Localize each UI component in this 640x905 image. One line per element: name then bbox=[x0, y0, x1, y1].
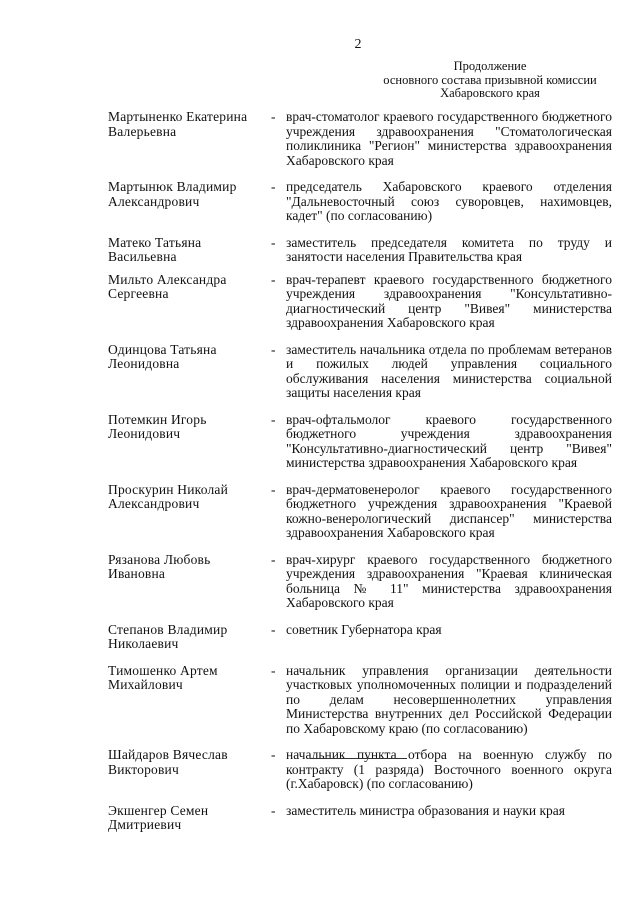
member-entry bbox=[108, 413, 612, 471]
member-dash: - bbox=[271, 621, 276, 637]
end-divider-line bbox=[310, 758, 407, 759]
member-dash: - bbox=[271, 747, 276, 762]
member-position: начальник управления организации деятельности участковых уполномоченных полиции и подразделений по делам несовершеннолетних управления Министерства внутренних дел Российской Федерации по Хабаровскому краю (по согласованию) bbox=[286, 662, 612, 736]
member-name: Одинцова Татьяна Леонидовна bbox=[108, 341, 217, 371]
member-name: Рязанова Любовь Ивановна bbox=[108, 551, 211, 581]
member-name: Мартынюк Владимир Александрович bbox=[108, 179, 237, 209]
member-name: Тимошенко Артем Михайлович bbox=[108, 662, 218, 692]
continuation-heading-line-2: основного состава призывной комиссии bbox=[383, 72, 597, 87]
member-entry bbox=[108, 273, 612, 331]
member-name: Шайдаров Вячеслав Викторович bbox=[108, 747, 228, 777]
member-name: Мартыненко Екатерина Валерьевна bbox=[108, 109, 248, 139]
member-position: врач-офтальмолог краевого государственного бюджетного учреждения здравоохранения "Консультативно-диагностический центр "Вивея" министерства здравоохранения Хабаровского края bbox=[286, 411, 612, 470]
member-dash: - bbox=[271, 179, 276, 194]
member-entry bbox=[108, 343, 612, 401]
member-dash: - bbox=[271, 341, 276, 357]
member-position: начальник пункта отбора на военную службу по контракту (1 разряда) Восточного военного округа (г.Хабаровск) (по согласованию) bbox=[286, 747, 612, 791]
member-name: Экшенгер Семен Дмитриевич bbox=[108, 802, 209, 832]
member-entry bbox=[108, 180, 612, 224]
member-name: Мильто Александра Сергеевна bbox=[108, 271, 227, 301]
member-entry bbox=[108, 664, 612, 737]
member-position: врач-стоматолог краевого государственного бюджетного учреждения здравоохранения "Стоматологическая поликлиника "Регион" министерства здравоохранения Хабаровского края bbox=[286, 109, 612, 168]
member-name: Матеко Татьяна Васильевна bbox=[108, 234, 202, 264]
member-dash: - bbox=[271, 411, 276, 427]
member-position: врач-хирург краевого государственного бюджетного учреждения здравоохранения "Краевая клиническая больница № 11" министерства здравоохранения Хабаровского края bbox=[286, 551, 612, 610]
member-position: врач-дерматовенеролог краевого государственного бюджетного учреждения здравоохранения "Краевой кожно-венерологический диспансер" министерства здравоохранения Хабаровского края bbox=[286, 481, 612, 540]
member-entry bbox=[108, 236, 612, 265]
member-dash: - bbox=[271, 271, 276, 287]
continuation-heading-line-1: Продолжение bbox=[453, 59, 527, 73]
member-entry bbox=[108, 804, 612, 833]
continuation-heading bbox=[370, 60, 610, 101]
member-position: заместитель министра образования и науки края bbox=[286, 802, 565, 818]
member-dash: - bbox=[271, 551, 276, 567]
member-dash: - bbox=[271, 662, 276, 678]
page-number: 2 bbox=[354, 37, 362, 52]
member-entry bbox=[108, 553, 612, 611]
member-name: Потемкин Игорь Леонидович bbox=[108, 411, 207, 441]
member-position: заместитель начальника отдела по проблемам ветеранов и пожилых людей управления социального обслуживания населения министерства социальной защиты населения края bbox=[286, 341, 612, 400]
member-entry bbox=[108, 110, 612, 168]
member-position: заместитель председателя комитета по труду и занятости населения Правительства края bbox=[286, 234, 612, 264]
member-position: советник Губернатора края bbox=[286, 621, 442, 637]
commission-members-list bbox=[108, 110, 612, 833]
member-position: врач-терапевт краевого государственного бюджетного учреждения здравоохранения "Консультативно-диагностический центр "Вивея" министерства здравоохранения Хабаровского края bbox=[286, 271, 612, 330]
member-dash: - bbox=[271, 234, 276, 250]
member-dash: - bbox=[271, 109, 276, 124]
member-entry bbox=[108, 483, 612, 541]
member-entry bbox=[108, 748, 612, 792]
member-dash: - bbox=[271, 802, 276, 818]
member-dash: - bbox=[271, 481, 276, 497]
member-position: председатель Хабаровского краевого отделения "Дальневосточный союз суворовцев, нахимовцев, кадет" (по согласованию) bbox=[286, 179, 612, 223]
member-entry bbox=[108, 623, 612, 652]
continuation-heading-line-3: Хабаровского края bbox=[440, 86, 540, 100]
member-name: Проскурин Николай Александрович bbox=[108, 481, 229, 511]
member-name: Степанов Владимир Николаевич bbox=[108, 621, 228, 651]
